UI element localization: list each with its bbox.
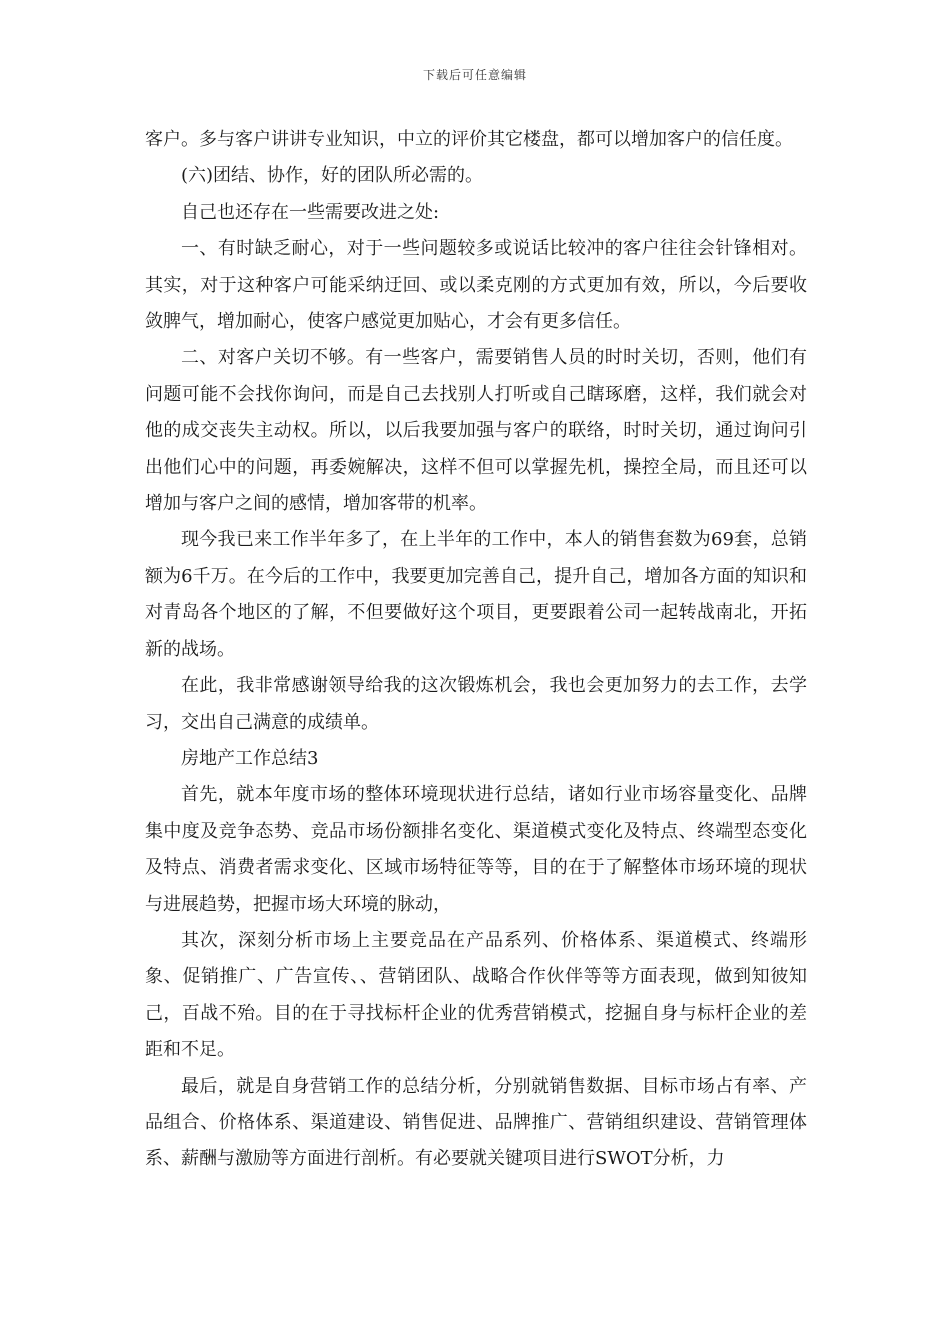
paragraph: 首先，就本年度市场的整体环境现状进行总结，诸如行业市场容量变化、品牌集中度及竞争态势、竞品市场份额排名变化、渠道模式变化及特点、终端型态变化及特点、消费者需求变化、区域市场特征等等，目的在于了解整体市场环境的现状与进展趋势，把握市场大环境的脉动， [145,784,807,915]
paragraph: 客户。多与客户讲讲专业知识，中立的评价其它楼盘，都可以增加客户的信任度。 [145,129,793,150]
paragraph: 现今我已来工作半年多了，在上半年的工作中，本人的销售套数为69套，总销额为6千万。在今后的工作中，我要更加完善自己，提升自己，增加各方面的知识和对青岛各个地区的了解，不但要做好这个项目，更要跟着公司一起转战南北，开拓新的战场。 [145,529,807,660]
section-title: 房地产工作总结3 [181,747,319,769]
paragraph: 最后，就是自身营销工作的总结分析，分别就销售数据、目标市场占有率、产品组合、价格体系、渠道建设、销售促进、品牌推广、营销组织建设、营销管理体系、薪酬与激励等方面进行剖析。有必要就关键项目进行SWOT分析，力 [145,1075,807,1170]
paragraph: 在此，我非常感谢领导给我的这次锻炼机会，我也会更加努力的去工作，去学习，交出自己满意的成绩单。 [145,675,807,733]
paragraph: (六)团结、协作，好的团队所必需的。 [181,165,484,187]
paragraph: 自己也还存在一些需要改进之处: [181,201,440,223]
paragraph: 二、对客户关切不够。有一些客户，需要销售人员的时时关切，否则，他们有问题可能不会找你询问，而是自己去找别人打听或自己瞎琢磨，这样，我们就会对他的成交丧失主动权。所以，以后我要加强与客户的联络，时时关切，通过询问引出他们心中的问题，再委婉解决，这样不但可以掌握先机，操控全局，而且还可以增加与客户之间的感情，增加客带的机率。 [145,347,807,515]
page-header: 下载后可任意编辑 [422,68,527,82]
paragraph: 其次，深刻分析市场上主要竞品在产品系列、价格体系、渠道模式、终端形象、促销推广、广告宣传、、营销团队、战略合作伙伴等等方面表现，做到知彼知己，百战不殆。目的在于寻找标杆企业的优秀营销模式，挖掘自身与标杆企业的差距和不足。 [145,929,807,1061]
document-body [145,122,807,1178]
paragraph: 一、有时缺乏耐心，对于一些问题较多或说话比较冲的客户往往会针锋相对。其实，对于这种客户可能采纳迂回、或以柔克刚的方式更加有效，所以，今后要收敛脾气，增加耐心，使客户感觉更加贴心，才会有更多信任。 [145,238,807,333]
